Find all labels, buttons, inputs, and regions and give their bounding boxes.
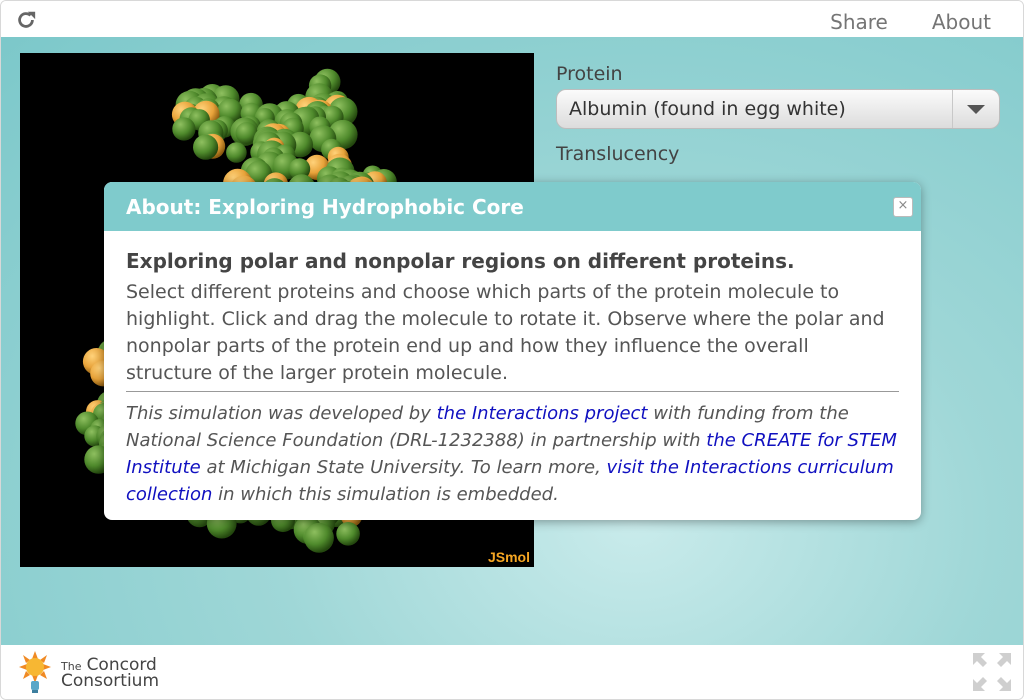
dialog-paragraph: Select different proteins and choose which parts of the protein molecule to highlight. Click and drag the molecule to rotate it. Observe where the polar and nonpolar parts of the protein end up and how they influence the overall structure of the larger protein molecule. — [126, 281, 885, 384]
credit-text-1: This simulation was developed by — [126, 403, 437, 424]
close-icon[interactable]: × — [893, 197, 913, 217]
bottom-bar — [1, 645, 1023, 699]
dialog-divider — [126, 391, 899, 392]
fullscreen-icon[interactable] — [971, 651, 1013, 693]
top-bar — [1, 1, 1023, 37]
credit-text-2: with funding from the National Science Foundation (DRL-1232388) in partnership with — [126, 403, 849, 451]
interactions-project-link[interactable]: the Interactions project — [436, 403, 648, 424]
top-nav — [830, 10, 991, 34]
create-stem-link[interactable]: the CREATE for STEM Institute — [126, 430, 897, 478]
concord-logo[interactable] — [15, 651, 159, 695]
reload-icon[interactable] — [15, 9, 37, 31]
jsmol-label: JSmol — [487, 549, 530, 565]
atom-polar — [304, 523, 334, 553]
dialog-credit — [126, 400, 899, 508]
controls-panel — [556, 63, 1002, 165]
lightbulb-icon — [15, 651, 55, 695]
dialog-header — [104, 182, 921, 231]
credit-text-4: in which this simulation is embedded. — [212, 484, 559, 505]
about-dialog — [104, 182, 921, 520]
about-link[interactable]: About — [931, 10, 991, 34]
translucency-label: Translucency — [556, 143, 680, 165]
credit-text-3: at Michigan State University. To learn more, — [200, 457, 607, 478]
atom-polar — [226, 142, 247, 163]
curriculum-collection-link[interactable]: visit the Interactions curriculum collection — [126, 457, 894, 505]
atom-polar — [172, 117, 195, 140]
dialog-heading: Exploring polar and nonpolar regions on different proteins. — [126, 249, 795, 273]
share-link[interactable]: Share — [830, 10, 888, 34]
dialog-title: About: Exploring Hydrophobic Core — [126, 195, 524, 219]
protein-label: Protein — [556, 63, 623, 85]
protein-select-value: Albumin (found in egg white) — [569, 98, 846, 120]
logo-the: The — [61, 660, 82, 673]
logo-line1: Concord — [86, 655, 157, 675]
logo-line2: Consortium — [61, 671, 160, 691]
dialog-body — [104, 231, 921, 508]
atom-polar — [193, 135, 218, 160]
chevron-down-icon[interactable] — [952, 90, 999, 128]
atom-polar — [336, 522, 360, 546]
protein-select[interactable] — [556, 89, 1000, 129]
